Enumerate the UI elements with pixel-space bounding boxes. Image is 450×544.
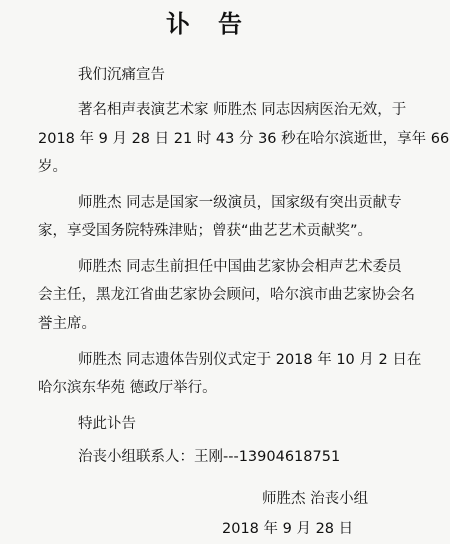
title-char-1: 讣 bbox=[166, 10, 190, 38]
paragraph-3-line-2: 会主任，黑龙江省曲艺家协会顾问，哈尔滨市曲艺家协会名 bbox=[38, 287, 415, 303]
contact-line: 治丧小组联系人：王刚---13904618751 bbox=[78, 449, 341, 465]
paragraph-2-line-2: 家，享受国务院特殊津贴；曾获“曲艺艺术贡献奖”。 bbox=[38, 223, 373, 239]
signature: 师胜杰 治丧小组 bbox=[262, 491, 369, 507]
paragraph-3-line-3: 誉主席。 bbox=[38, 316, 96, 332]
paragraph-1-line-2: 2018 年 9 月 28 日 21 时 43 分 36 秒在哈尔滨逝世，享年 66 bbox=[38, 131, 450, 147]
title-char-2: 告 bbox=[218, 10, 242, 38]
paragraph-3-line-1: 师胜杰 同志生前担任中国曲艺家协会相声艺术委员 bbox=[78, 259, 402, 275]
paragraph-2-line-1: 师胜杰 同志是国家一级演员，国家级有突出贡献专 bbox=[78, 195, 402, 211]
paragraph-1-line-3: 岁。 bbox=[38, 159, 67, 175]
date: 2018 年 9 月 28 日 bbox=[222, 521, 354, 537]
paragraph-4-line-2: 哈尔滨东华苑 德政厅举行。 bbox=[38, 380, 217, 396]
closing-line: 特此讣告 bbox=[78, 416, 136, 432]
paragraph-1-line-1: 著名相声表演艺术家 师胜杰 同志因病医治无效，于 bbox=[78, 102, 407, 118]
opening-line: 我们沉痛宣告 bbox=[78, 67, 165, 83]
paragraph-4-line-1: 师胜杰 同志遗体告别仪式定于 2018 年 10 月 2 日在 bbox=[78, 352, 422, 368]
